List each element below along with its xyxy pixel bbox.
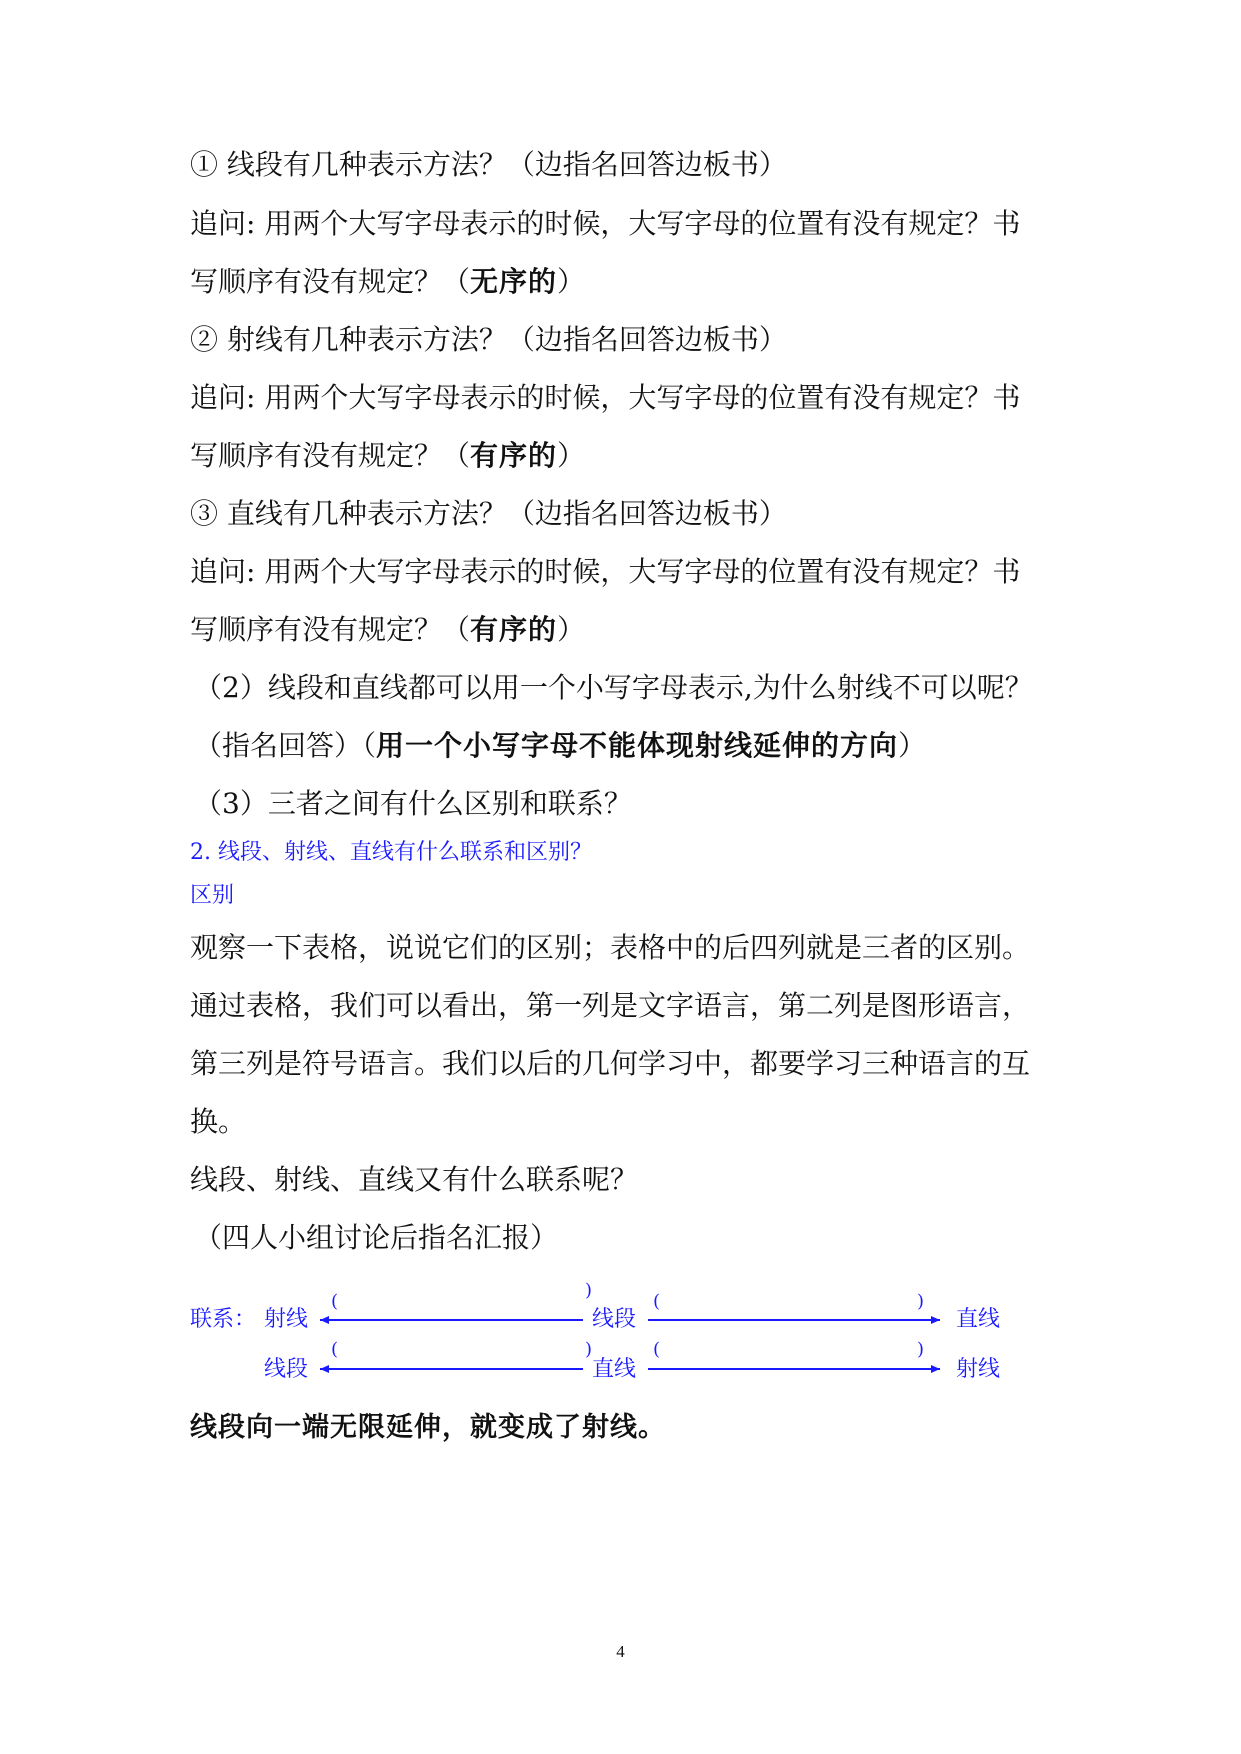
answer-ordered-2: 有序的 <box>470 613 558 646</box>
follow-up-1-cont: 写顺序有没有规定？（无序的） <box>190 265 586 298</box>
row2-right-close-paren: ) <box>917 1339 925 1360</box>
paragraph-observe: 观察一下表格，说说它们的区别；表格中的后四列就是三者的区别。 <box>190 931 1031 964</box>
row2-left-term: 线段 <box>264 1357 309 1382</box>
row1-right-term: 直线 <box>956 1307 1001 1332</box>
page-number: 4 <box>616 1642 625 1661</box>
answer-lowercase: （指名回答）（用一个小写字母不能体现射线延伸的方向） <box>194 729 927 762</box>
answer-direction: 用一个小写字母不能体现射线延伸的方向 <box>376 729 899 762</box>
question-2: ② 射线有几种表示方法？（边指名回答边板书） <box>190 323 787 356</box>
row1-middle-term: 线段 <box>592 1307 637 1332</box>
paragraph-table: 通过表格，我们可以看出，第一列是文字语言，第二列是图形语言， <box>190 989 1031 1022</box>
group-discussion: （四人小组讨论后指名汇报） <box>194 1221 559 1254</box>
row1-left-term: 射线 <box>264 1307 309 1332</box>
conclusion: 线段向一端无限延伸，就变成了射线。 <box>190 1412 666 1443</box>
follow-up-3-cont: 写顺序有没有规定？（有序的） <box>190 613 586 646</box>
question-relation: （3）三者之间有什么区别和联系？ <box>194 787 632 820</box>
question-1: ① 线段有几种表示方法？（边指名回答边板书） <box>190 148 787 181</box>
subheading-difference: 区别 <box>190 883 235 908</box>
answer-unordered: 无序的 <box>470 265 558 298</box>
question-connection: 线段、射线、直线又有什么联系呢？ <box>190 1163 639 1196</box>
row2-right-open-paren: ( <box>653 1339 661 1360</box>
follow-up-1: 追问: 用两个大写字母表示的时候，大写字母的位置有没有规定？书 <box>190 207 1021 240</box>
follow-up-2-cont: 写顺序有没有规定？（有序的） <box>190 439 586 472</box>
row1-right-open-paren: ( <box>653 1291 661 1312</box>
row2-right-term: 射线 <box>956 1357 1001 1382</box>
row1-left-open-paren: ( <box>331 1291 339 1312</box>
question-3: ③ 直线有几种表示方法？（边指名回答边板书） <box>190 497 787 530</box>
follow-up-2: 追问: 用两个大写字母表示的时候，大写字母的位置有没有规定？书 <box>190 381 1021 414</box>
row1-left-close-paren: ) <box>585 1280 593 1301</box>
answer-ordered-1: 有序的 <box>470 439 558 472</box>
row2-left-close-paren: ) <box>585 1339 593 1360</box>
row2-middle-term: 直线 <box>592 1357 637 1382</box>
question-lowercase: （2）线段和直线都可以用一个小写字母表示,为什么射线不可以呢？ <box>194 671 1033 704</box>
paragraph-languages: 第三列是符号语言。我们以后的几何学习中，都要学习三种语言的互 <box>190 1047 1031 1080</box>
follow-up-3: 追问: 用两个大写字母表示的时候，大写字母的位置有没有规定？书 <box>190 555 1021 588</box>
row2-left-open-paren: ( <box>331 1339 339 1360</box>
row1-right-close-paren: ) <box>917 1291 925 1312</box>
section-heading: 2. 线段、射线、直线有什么联系和区别？ <box>190 840 592 865</box>
diagram-label: 联系： <box>190 1307 257 1332</box>
paragraph-exchange: 换。 <box>190 1105 247 1138</box>
